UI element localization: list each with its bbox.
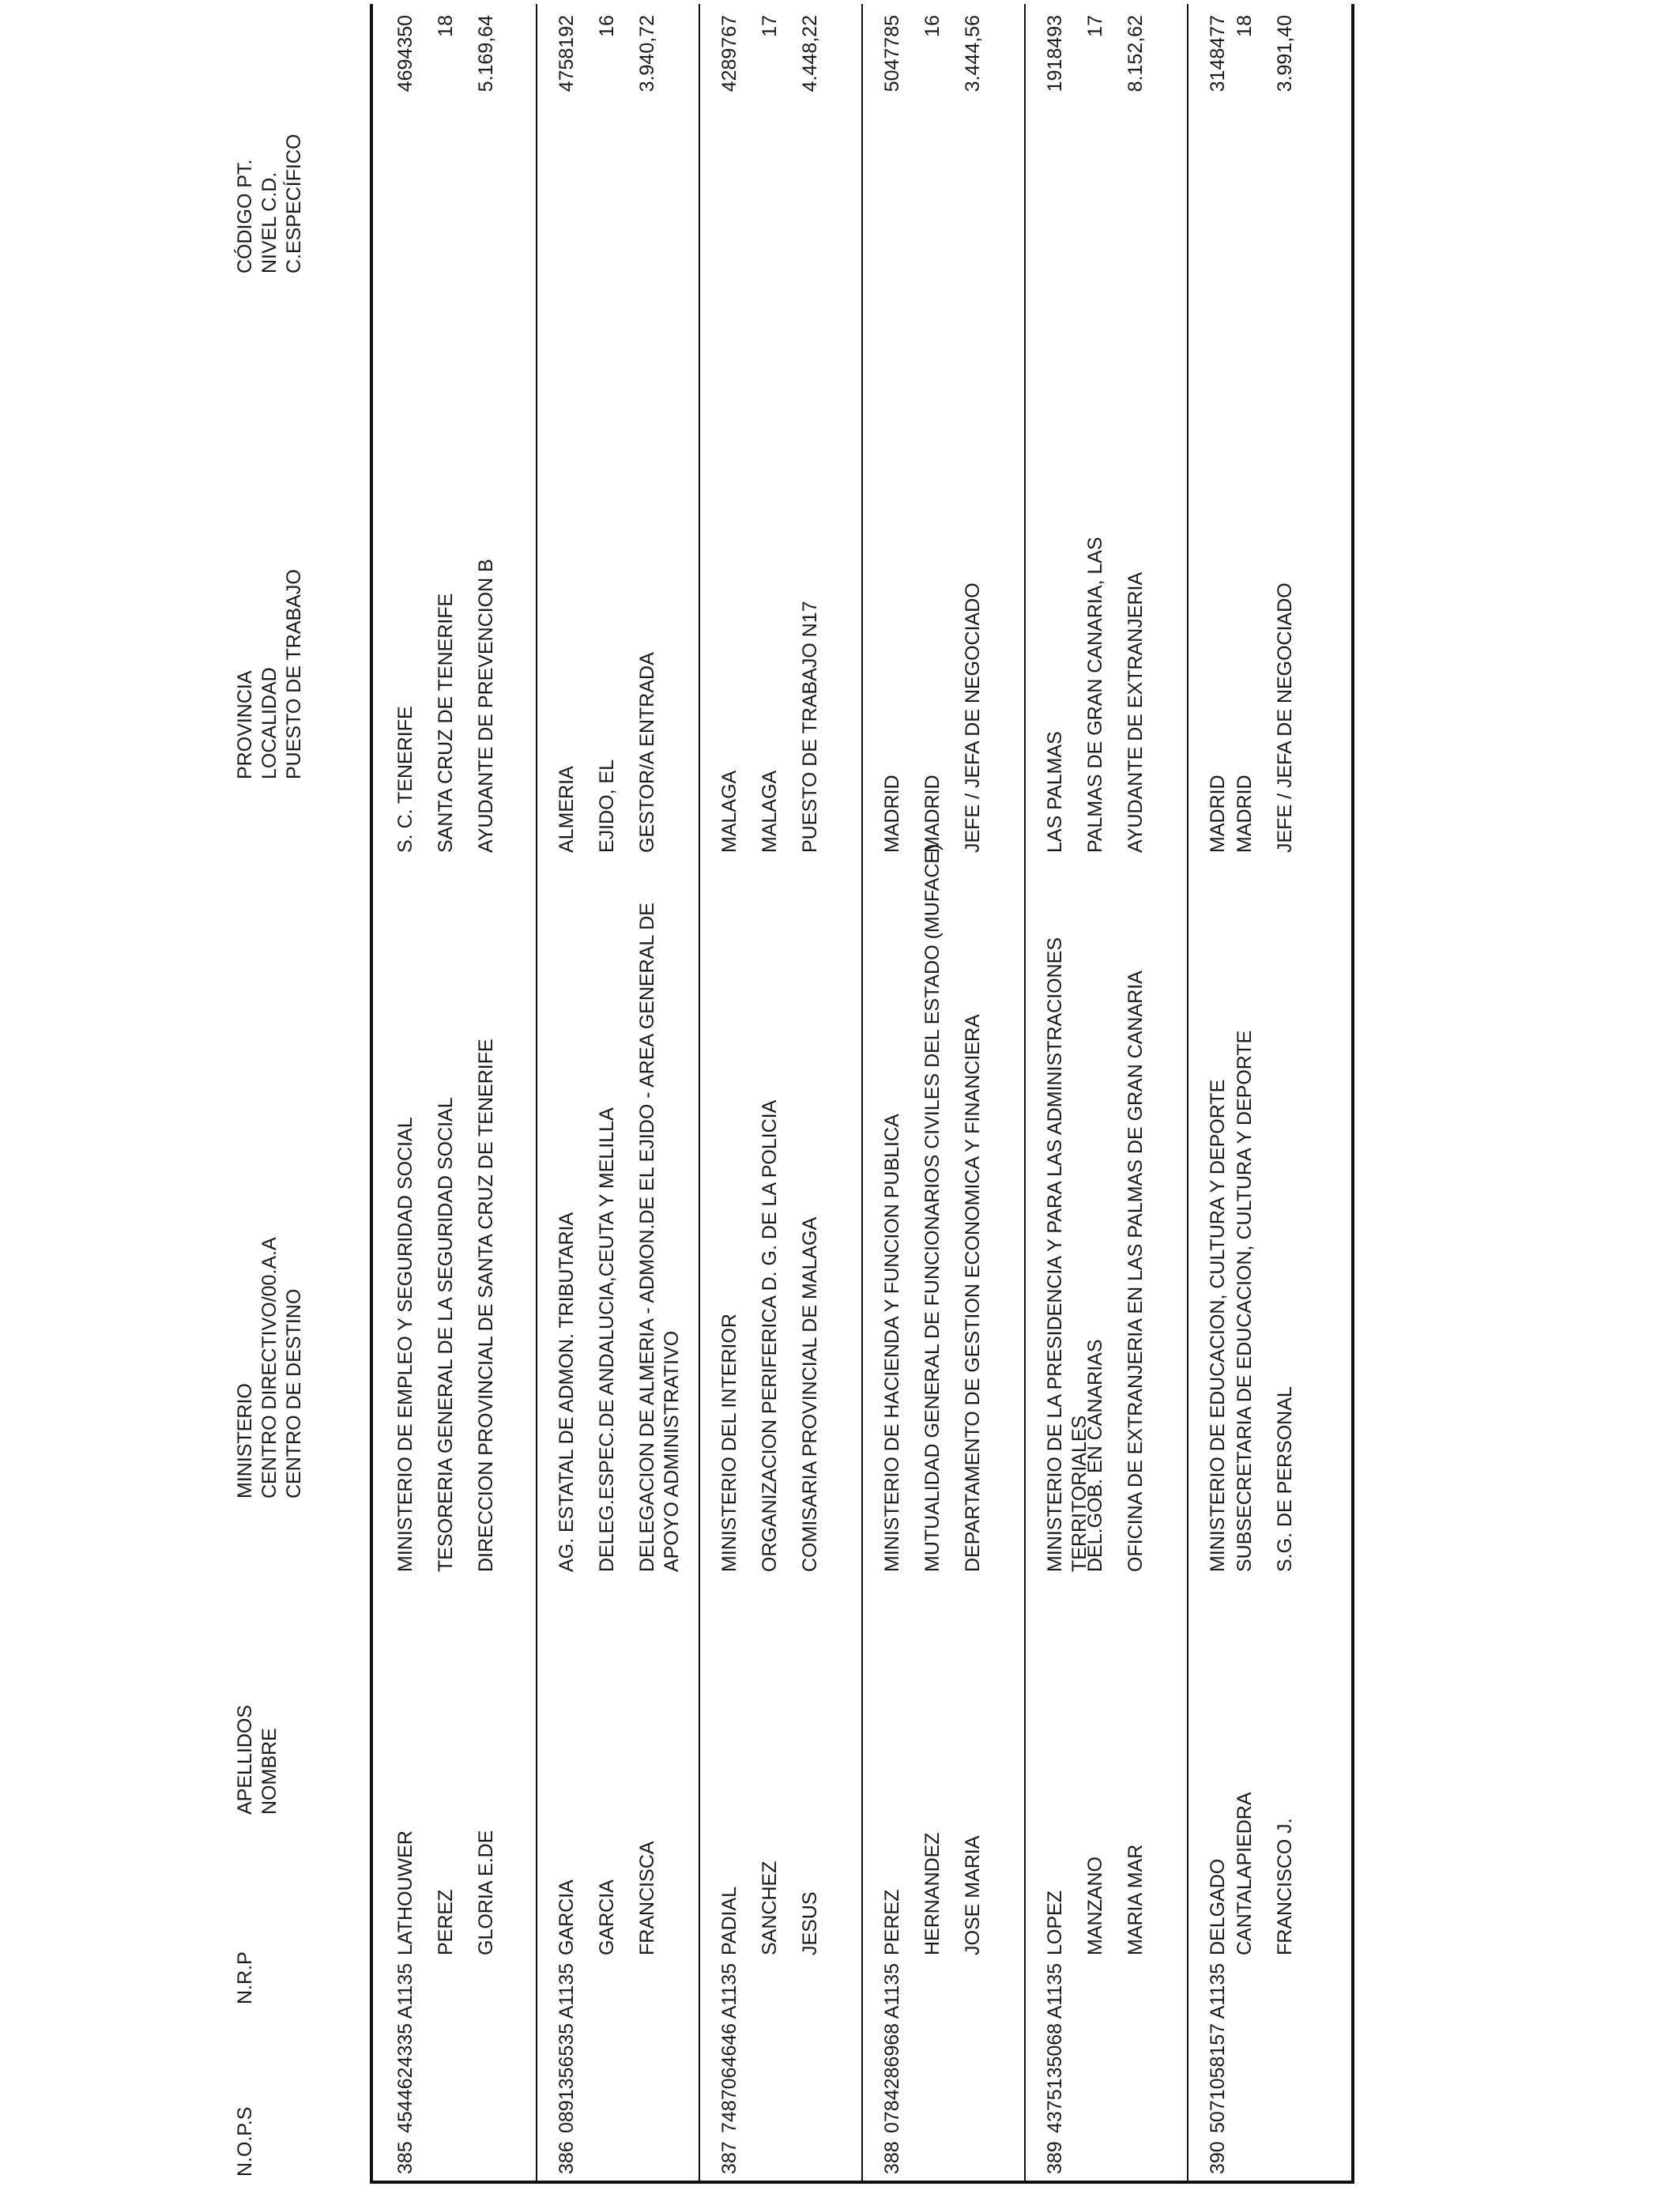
ministerio-cell: AG. ESTATAL DE ADMON. TRIBUTARIA: [556, 1212, 578, 1572]
apellido2-cell: HERNANDEZ: [921, 1832, 944, 1955]
nombre-cell: JOSE MARIA: [962, 1835, 984, 1955]
centro-directivo-cell: ORGANIZACION PERIFERICA D. G. DE LA POLICIA: [759, 1099, 781, 1572]
centro-directivo-cell: MUTUALIDAD GENERAL DE FUNCIONARIOS CIVILES DEL ESTADO (MUFACE): [921, 843, 944, 1572]
table-row: [699, 4, 863, 2181]
especifico-cell: 8.152,62: [1124, 15, 1147, 92]
puesto-cell: JEFE / JEFA DE NEGOCIADO: [962, 582, 984, 853]
nombre-cell: FRANCISCO J.: [1274, 1818, 1296, 1955]
localidad-cell: MADRID: [921, 775, 944, 853]
apellido1-cell: PEREZ: [881, 1889, 903, 1955]
table-row: [861, 4, 1026, 2181]
apellido1-cell: LOPEZ: [1044, 1891, 1066, 1955]
ministerio-cell: MINISTERIO DE LA PRESIDENCIA Y PARA LAS ADMINISTRACIONES TERRITORIALES: [1044, 937, 1090, 1572]
ministerio-cell: MINISTERIO DE HACIENDA Y FUNCION PUBLICA: [881, 1114, 903, 1572]
header-codigo: CÓDIGO PT. NIVEL C.D. C.ESPECÍFICO: [234, 134, 305, 273]
centro-destino-cell: OFICINA DE EXTRANJERIA EN LAS PALMAS DE GRAN CANARIA: [1124, 971, 1147, 1572]
apellido2-cell: PEREZ: [435, 1889, 457, 1955]
apellido1-cell: GARCIA: [556, 1879, 578, 1955]
localidad-cell: EJIDO, EL: [596, 759, 618, 853]
apellido2-cell: MANZANO: [1084, 1857, 1106, 1955]
apellido2-cell: CANTALAPIEDRA: [1234, 1792, 1256, 1955]
nivel-cell: 16: [921, 15, 944, 37]
especifico-cell: 3.444,56: [962, 15, 984, 92]
provincia-cell: MADRID: [1207, 775, 1229, 853]
especifico-cell: 3.940,72: [636, 15, 658, 92]
nops-cell: 386: [556, 2141, 578, 2174]
centro-directivo-cell: SUBSECRETARIA DE EDUCACION, CULTURA Y DEPORTE: [1234, 1030, 1256, 1572]
nivel-cell: 17: [1084, 15, 1106, 37]
records-table: [370, 4, 1354, 2184]
ministerio-cell: MINISTERIO DE EMPLEO Y SEGURIDAD SOCIAL: [394, 1117, 416, 1572]
puesto-cell: JEFE / JEFA DE NEGOCIADO: [1274, 582, 1296, 853]
centro-destino-cell: DELEGACION DE ALMERIA - ADMON.DE EL EJIDO - AREA GENERAL DE APOYO ADMINISTRATIVO: [636, 903, 683, 1572]
nivel-cell: 18: [1234, 15, 1256, 37]
nrp-cell: 7487064646 A1135: [718, 1962, 740, 2133]
centro-destino-cell: DIRECCION PROVINCIAL DE SANTA CRUZ DE TENERIFE: [475, 1039, 497, 1572]
centro-directivo-cell: DELEG.ESPEC.DE ANDALUCIA,CEUTA Y MELILLA: [596, 1107, 618, 1572]
nrp-cell: 0784286968 A1135: [881, 1962, 903, 2133]
apellido1-cell: LATHOUWER: [394, 1830, 416, 1955]
nops-cell: 388: [881, 2141, 903, 2174]
localidad-cell: MALAGA: [759, 770, 781, 853]
nombre-cell: MARIA MAR: [1124, 1844, 1147, 1955]
centro-destino-cell: COMISARIA PROVINCIAL DE MALAGA: [799, 1216, 821, 1572]
apellido2-cell: SANCHEZ: [759, 1860, 781, 1955]
nrp-cell: 5071058157 A1135: [1207, 1962, 1229, 2133]
codigo-cell: 3148477: [1207, 15, 1229, 92]
centro-destino-cell: S.G. DE PERSONAL: [1274, 1386, 1296, 1572]
especifico-cell: 3.991,40: [1274, 15, 1296, 92]
header-nops: N.O.P.S: [234, 2106, 256, 2177]
codigo-cell: 4758192: [556, 15, 578, 92]
nops-cell: 389: [1044, 2141, 1066, 2174]
table-row: [1024, 4, 1188, 2181]
especifico-cell: 5.169,64: [475, 15, 497, 92]
provincia-cell: MADRID: [881, 775, 903, 853]
nrp-cell: 4544624335 A1135: [394, 1962, 416, 2133]
nops-cell: 385: [394, 2141, 416, 2174]
codigo-cell: 4289767: [718, 15, 740, 92]
header-ministerio: MINISTERIO CENTRO DIRECTIVO/00.A.A CENTRO DE DESTINO: [234, 1237, 305, 1498]
provincia-cell: LAS PALMAS: [1044, 731, 1066, 853]
apellido2-cell: GARCIA: [596, 1879, 618, 1955]
nops-cell: 390: [1207, 2141, 1229, 2174]
puesto-cell: AYUDANTE DE PREVENCION B: [475, 559, 497, 853]
header-provincia: PROVINCIA LOCALIDAD PUESTO DE TRABAJO: [234, 569, 305, 779]
nombre-cell: GLORIA E.DE: [475, 1830, 497, 1955]
codigo-cell: 4694350: [394, 15, 416, 92]
apellido1-cell: DELGADO: [1207, 1858, 1229, 1955]
localidad-cell: PALMAS DE GRAN CANARIA, LAS: [1084, 537, 1106, 853]
localidad-cell: SANTA CRUZ DE TENERIFE: [435, 593, 457, 853]
nrp-cell: 4375135068 A1135: [1044, 1962, 1066, 2133]
nivel-cell: 16: [596, 15, 618, 37]
table-row: [536, 4, 700, 2181]
centro-destino-cell: DEPARTAMENTO DE GESTION ECONOMICA Y FINANCIERA: [962, 1014, 984, 1572]
nivel-cell: 17: [759, 15, 781, 37]
nops-cell: 387: [718, 2141, 740, 2174]
provincia-cell: ALMERIA: [556, 766, 578, 853]
especifico-cell: 4.448,22: [799, 15, 821, 92]
puesto-cell: GESTOR/A ENTRADA: [636, 652, 658, 853]
codigo-cell: 5047785: [881, 15, 903, 92]
centro-directivo-cell: DEL.GOB. EN CANARIAS: [1084, 1339, 1106, 1572]
puesto-cell: PUESTO DE TRABAJO N17: [799, 601, 821, 853]
localidad-cell: MADRID: [1234, 775, 1256, 853]
nivel-cell: 18: [435, 15, 457, 37]
ministerio-cell: MINISTERIO DE EDUCACION, CULTURA Y DEPORTE: [1207, 1079, 1229, 1572]
codigo-cell: 1918493: [1044, 15, 1066, 92]
nombre-cell: FRANCISCA: [636, 1841, 658, 1955]
table-row: [1187, 4, 1356, 2181]
ministerio-cell: MINISTERIO DEL INTERIOR: [718, 1314, 740, 1572]
provincia-cell: MALAGA: [718, 770, 740, 853]
header-nrp: N.R.P: [234, 1951, 256, 2004]
apellido1-cell: PADIAL: [718, 1886, 740, 1955]
centro-directivo-cell: TESORERIA GENERAL DE LA SEGURIDAD SOCIAL: [435, 1097, 457, 1572]
nrp-cell: 0891356535 A1135: [556, 1962, 578, 2133]
table-row: [373, 4, 536, 2181]
header-apellidos: APELLIDOS NOMBRE: [234, 1705, 281, 1815]
nombre-cell: JESUS: [799, 1891, 821, 1955]
puesto-cell: AYUDANTE DE EXTRANJERIA: [1124, 571, 1147, 853]
provincia-cell: S. C. TENERIFE: [394, 706, 416, 853]
